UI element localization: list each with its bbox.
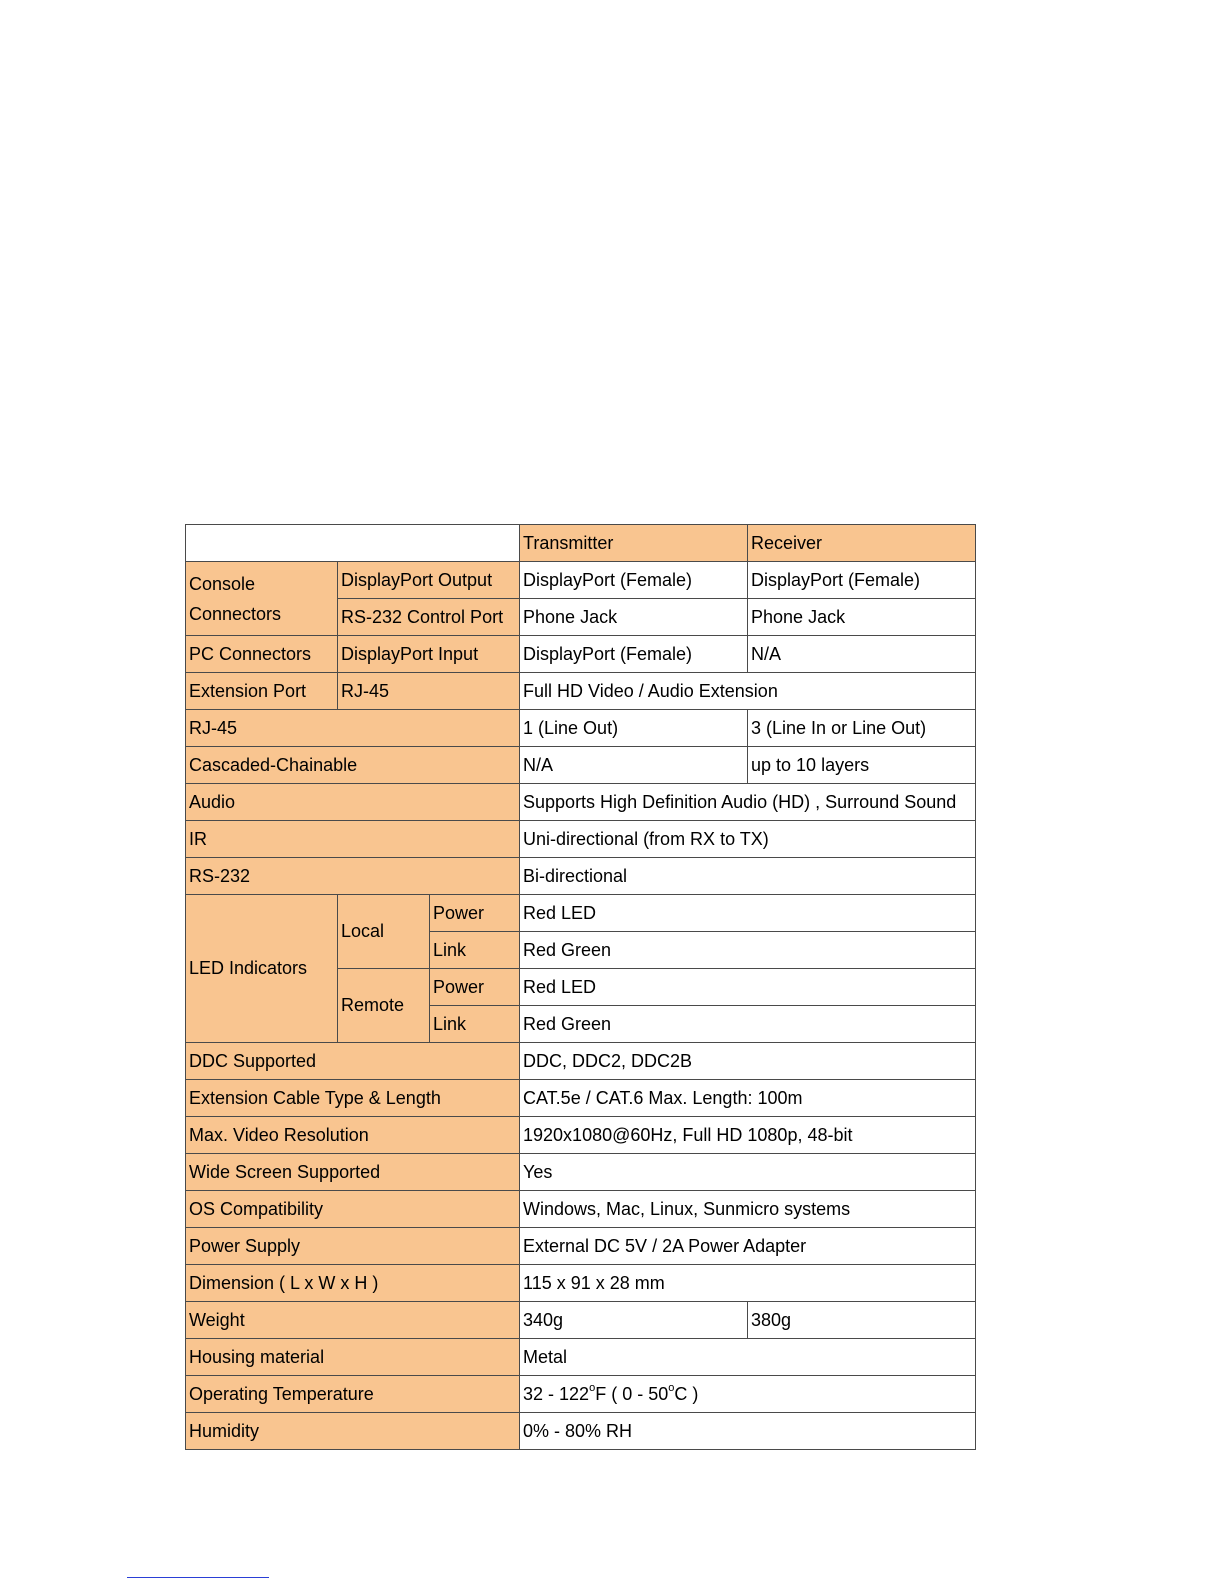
ddc-value: DDC, DDC2, DDC2B xyxy=(520,1043,976,1080)
os-value: Windows, Mac, Linux, Sunmicro systems xyxy=(520,1191,976,1228)
led-remote-label: Remote xyxy=(338,969,430,1043)
housing-value: Metal xyxy=(520,1339,976,1376)
humidity-value: 0% - 80% RH xyxy=(520,1413,976,1450)
ir-value: Uni-directional (from RX to TX) xyxy=(520,821,976,858)
displayport-input-label: DisplayPort Input xyxy=(338,636,520,673)
dimension-value: 115 x 91 x 28 mm xyxy=(520,1265,976,1302)
table-row xyxy=(186,562,976,599)
header-receiver: Receiver xyxy=(748,525,976,562)
table-row xyxy=(186,673,976,710)
table-row xyxy=(186,1191,976,1228)
audio-value: Supports High Definition Audio (HD) , Surround Sound xyxy=(520,784,976,821)
audio-label: Audio xyxy=(186,784,520,821)
housing-label: Housing material xyxy=(186,1339,520,1376)
rs232-control-port-label: RS-232 Control Port xyxy=(338,599,520,636)
cascaded-rx: up to 10 layers xyxy=(748,747,976,784)
header-transmitter: Transmitter xyxy=(520,525,748,562)
rj45-rx: 3 (Line In or Line Out) xyxy=(748,710,976,747)
specifications-table xyxy=(185,524,976,1450)
displayport-output-rx: DisplayPort (Female) xyxy=(748,562,976,599)
ddc-label: DDC Supported xyxy=(186,1043,520,1080)
led-local-power-label: Power xyxy=(430,895,520,932)
table-row xyxy=(186,1265,976,1302)
cable-value: CAT.5e / CAT.6 Max. Length: 100m xyxy=(520,1080,976,1117)
table-row xyxy=(186,784,976,821)
power-supply-label: Power Supply xyxy=(186,1228,520,1265)
table-row xyxy=(186,710,976,747)
displayport-input-tx: DisplayPort (Female) xyxy=(520,636,748,673)
cascaded-tx: N/A xyxy=(520,747,748,784)
header-corner-cell xyxy=(186,525,520,562)
humidity-label: Humidity xyxy=(186,1413,520,1450)
led-remote-power-value: Red LED xyxy=(520,969,976,1006)
temperature-part1: 32 - 122 xyxy=(523,1383,590,1404)
console-connectors-label: Console Connectors xyxy=(186,562,338,636)
table-row xyxy=(186,1080,976,1117)
table-row xyxy=(186,636,976,673)
degree-symbol: o xyxy=(589,1381,596,1394)
displayport-output-label: DisplayPort Output xyxy=(338,562,520,599)
displayport-input-rx: N/A xyxy=(748,636,976,673)
led-remote-link-value: Red Green xyxy=(520,1006,976,1043)
rj45-label: RJ-45 xyxy=(186,710,520,747)
rs232-control-port-rx: Phone Jack xyxy=(748,599,976,636)
weight-label: Weight xyxy=(186,1302,520,1339)
temperature-value xyxy=(520,1376,976,1413)
weight-tx: 340g xyxy=(520,1302,748,1339)
table-row xyxy=(186,821,976,858)
temperature-part2: F ( 0 - 50 xyxy=(595,1383,669,1404)
table-row xyxy=(186,1339,976,1376)
cable-label: Extension Cable Type & Length xyxy=(186,1080,520,1117)
rs232-control-port-tx: Phone Jack xyxy=(520,599,748,636)
cascaded-label: Cascaded-Chainable xyxy=(186,747,520,784)
led-local-power-value: Red LED xyxy=(520,895,976,932)
led-local-label: Local xyxy=(338,895,430,969)
weight-rx: 380g xyxy=(748,1302,976,1339)
displayport-output-tx: DisplayPort (Female) xyxy=(520,562,748,599)
degree-symbol: o xyxy=(668,1381,675,1394)
table-row xyxy=(186,1302,976,1339)
extension-port-value: Full HD Video / Audio Extension xyxy=(520,673,976,710)
os-label: OS Compatibility xyxy=(186,1191,520,1228)
table-row xyxy=(186,895,976,932)
led-local-link-label: Link xyxy=(430,932,520,969)
led-local-link-value: Red Green xyxy=(520,932,976,969)
led-remote-power-label: Power xyxy=(430,969,520,1006)
dimension-label: Dimension ( L x W x H ) xyxy=(186,1265,520,1302)
led-indicators-label: LED Indicators xyxy=(186,895,338,1043)
led-remote-link-label: Link xyxy=(430,1006,520,1043)
resolution-value: 1920x1080@60Hz, Full HD 1080p, 48-bit xyxy=(520,1117,976,1154)
table-row xyxy=(186,858,976,895)
table-row xyxy=(186,1117,976,1154)
widescreen-label: Wide Screen Supported xyxy=(186,1154,520,1191)
table-header-row xyxy=(186,525,976,562)
table-row xyxy=(186,747,976,784)
temperature-part3: C ) xyxy=(674,1383,699,1404)
footnote-separator xyxy=(127,1577,269,1578)
extension-port-sub-label: RJ-45 xyxy=(338,673,520,710)
power-supply-value: External DC 5V / 2A Power Adapter xyxy=(520,1228,976,1265)
temperature-label: Operating Temperature xyxy=(186,1376,520,1413)
resolution-label: Max. Video Resolution xyxy=(186,1117,520,1154)
table-row xyxy=(186,1228,976,1265)
table-row xyxy=(186,1154,976,1191)
widescreen-value: Yes xyxy=(520,1154,976,1191)
rs232-label: RS-232 xyxy=(186,858,520,895)
rj45-tx: 1 (Line Out) xyxy=(520,710,748,747)
table-row xyxy=(186,1413,976,1450)
table-row xyxy=(186,1043,976,1080)
ir-label: IR xyxy=(186,821,520,858)
extension-port-label: Extension Port xyxy=(186,673,338,710)
pc-connectors-label: PC Connectors xyxy=(186,636,338,673)
table-row xyxy=(186,1376,976,1413)
rs232-value: Bi-directional xyxy=(520,858,976,895)
